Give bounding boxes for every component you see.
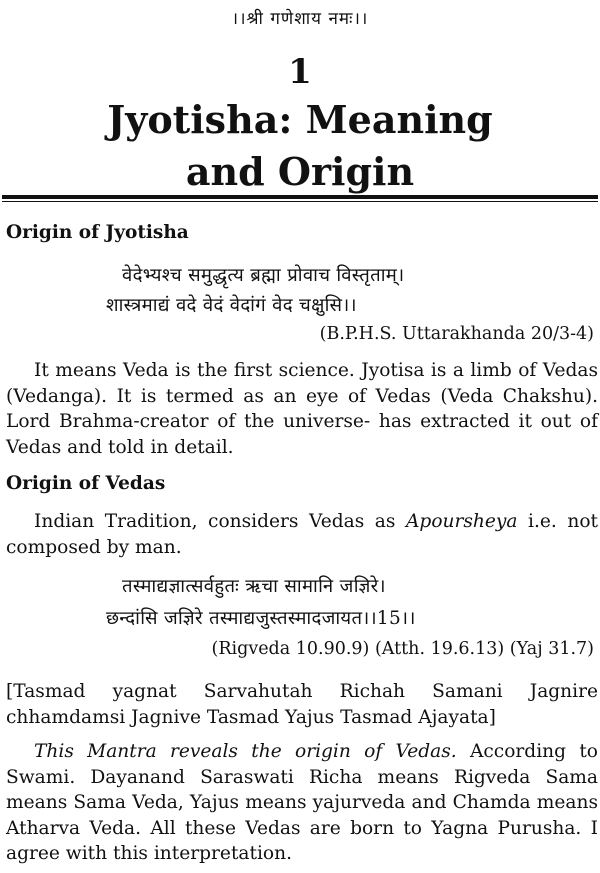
- shloka-reference: (B.P.H.S. Uttarakhanda 20/3-4): [319, 324, 594, 344]
- chapter-title-line-2: and Origin: [185, 149, 415, 194]
- chapter-title: [0, 94, 600, 198]
- intro-italic-term: Apoursheya: [406, 511, 518, 532]
- rigveda-shloka-line-1: तस्माद्यज्ञात्सर्वहुतः ऋचा सामानि जज्ञिरे।: [122, 576, 386, 597]
- paragraph-jyotisha-meaning: [6, 358, 598, 460]
- transliteration-block: [6, 679, 598, 730]
- invocation-line: ।।श्री गणेशाय नमः।।: [231, 9, 369, 29]
- chapter-title-line-1: Jyotisha: Meaning: [107, 97, 493, 142]
- shloka-line-2: शास्त्रमाद्यं वदे वेदं वेदांगं वेद चक्षुसि।।: [106, 295, 357, 316]
- title-rule-thick: [2, 195, 598, 199]
- section-heading-origin-of-jyotisha: Origin of Jyotisha: [6, 222, 189, 243]
- rigveda-reference: (Rigveda 10.90.9) (Atth. 19.6.13) (Yaj 31.7): [211, 639, 594, 659]
- section-heading-origin-of-vedas: Origin of Vedas: [6, 473, 166, 494]
- explanation-rest: According to Swami. Dayanand Saraswati Richa means Rigveda Sama means Sama Veda, Yajus means yajurveda and Chamda means Atharva Veda. All these Vedas are born to Yagna Purusha. I agree with this interpretation.: [6, 741, 598, 864]
- chapter-number: 1: [288, 52, 312, 92]
- paragraph-mantra-explanation: [6, 739, 598, 867]
- transliteration-text: [Tasmad yagnat Sarvahutah Richah Samani Jagnire chhamdamsi Jagnive Tasmad Yajus Tasmad Ajayata]: [6, 681, 598, 728]
- paragraph-text: It means Veda is the first science. Jyotisa is a limb of Vedas (Vedanga). It is termed as an eye of Vedas (Veda Chakshu). Lord Brahma-creator of the universe- has extracted it out of Vedas and told in detail.: [6, 360, 598, 458]
- title-rule-thin: [2, 201, 598, 202]
- shloka-line-1: वेदेभ्यश्च समुद्धृत्य ब्रह्मा प्रोवाच विस्तृताम्।: [122, 265, 405, 286]
- paragraph-indian-tradition: [6, 509, 598, 560]
- explanation-italic: This Mantra reveals the origin of Vedas.: [34, 741, 457, 762]
- intro-text: Indian Tradition, considers Vedas as: [34, 511, 406, 532]
- intro-rest: i.e. not composed by man.: [6, 511, 599, 558]
- rigveda-shloka-line-2: छन्दांसि जज्ञिरे तस्माद्यजुस्तस्मादजायत।।15।।: [106, 608, 416, 629]
